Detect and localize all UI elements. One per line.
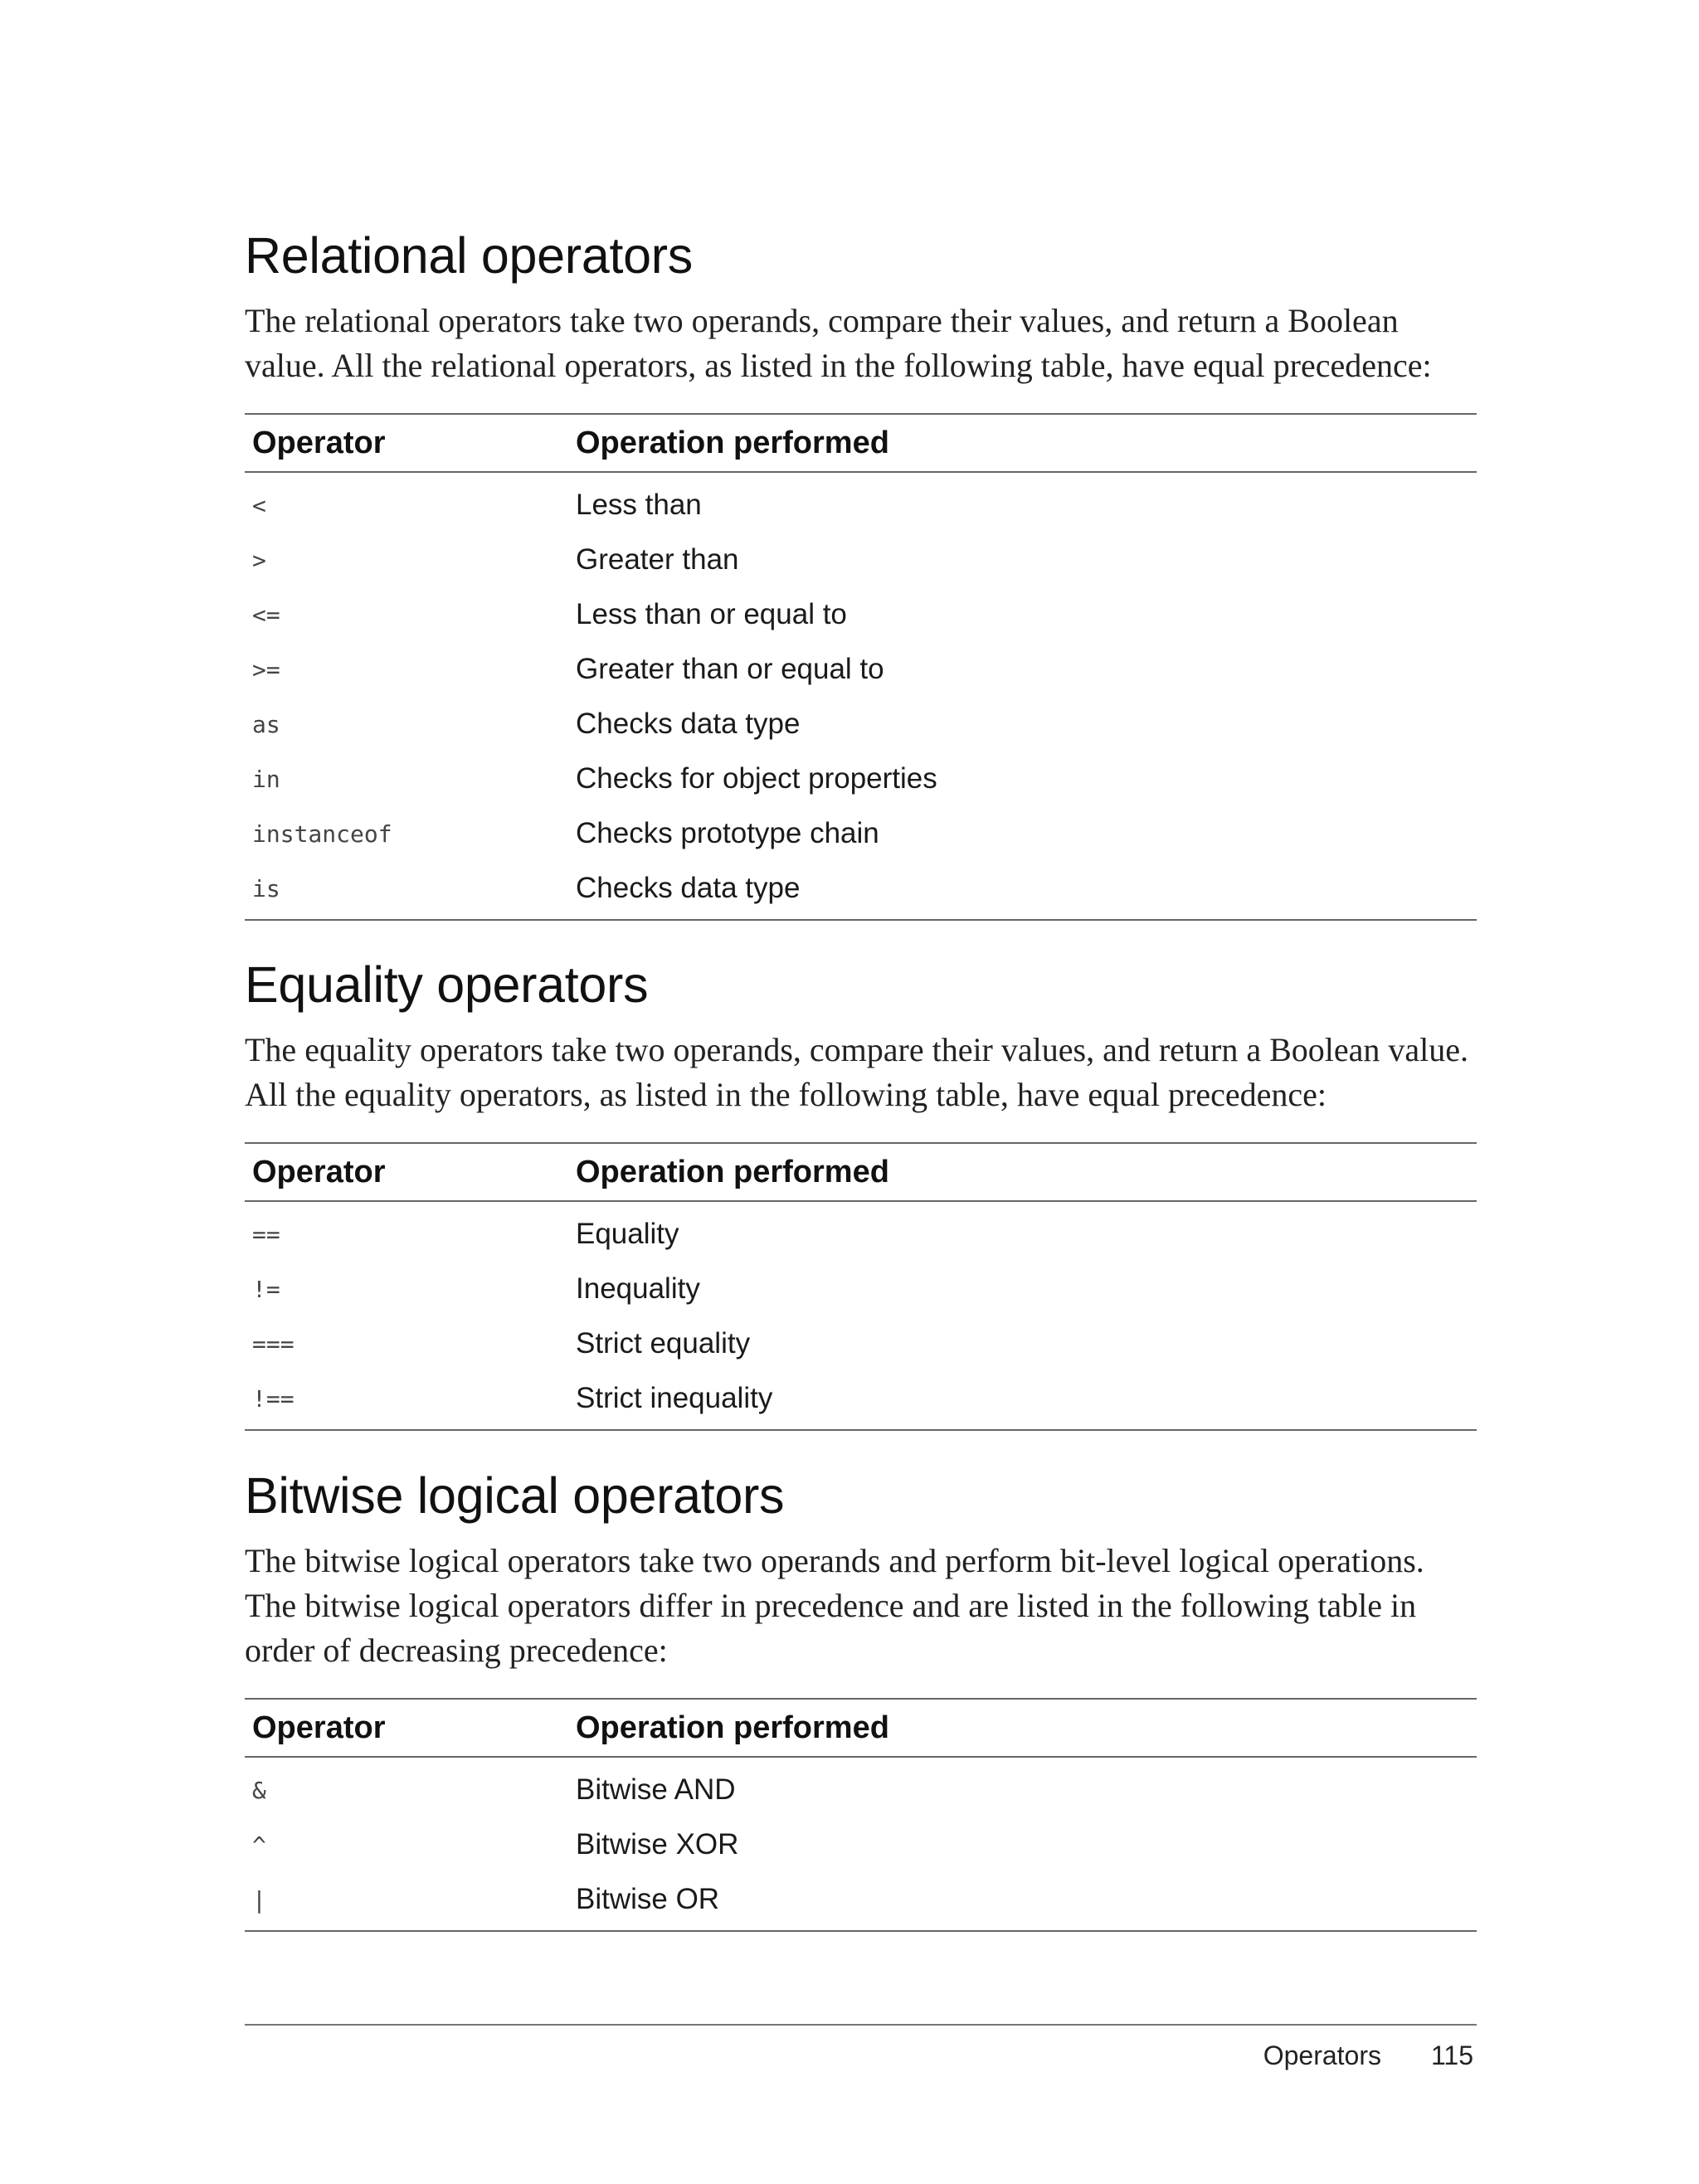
column-header-operation: Operation performed xyxy=(576,1710,889,1745)
operation-cell: Strict inequality xyxy=(576,1382,773,1414)
table-header-row xyxy=(245,1143,1477,1201)
operator-cell: instanceof xyxy=(252,820,392,848)
operator-cell: != xyxy=(252,1275,280,1303)
table-row xyxy=(245,472,1477,533)
operation-cell: Checks data type xyxy=(576,872,801,904)
table-row xyxy=(245,587,1477,642)
operation-cell: Bitwise XOR xyxy=(576,1828,739,1861)
section-relational-operators xyxy=(245,226,1477,921)
table-row xyxy=(245,1817,1477,1872)
column-header-operation: Operation performed xyxy=(576,1154,889,1189)
section-bitwise-logical-operators xyxy=(245,1466,1477,1932)
operator-cell: < xyxy=(252,491,266,519)
operator-cell: | xyxy=(252,1885,266,1914)
operator-cell: > xyxy=(252,546,266,574)
operator-cell: >= xyxy=(252,655,280,683)
table-row xyxy=(245,642,1477,697)
operator-cell: == xyxy=(252,1220,280,1248)
section-intro: The relational operators take two operands, compare their values, and return a Boolean value. All the relational operators, as listed in the following table, have equal precedence: xyxy=(245,302,1432,384)
operation-cell: Greater than or equal to xyxy=(576,653,884,685)
table-header-row xyxy=(245,414,1477,472)
table-row xyxy=(245,1201,1477,1262)
operation-cell: Less than or equal to xyxy=(576,598,847,630)
column-header-operator: Operator xyxy=(252,1154,386,1189)
footer-chapter-title: Operators xyxy=(1263,2041,1381,2070)
operation-cell: Greater than xyxy=(576,543,739,576)
table-row xyxy=(245,1757,1477,1817)
operator-cell: === xyxy=(252,1330,295,1358)
operator-cell: in xyxy=(252,765,280,793)
column-header-operator: Operator xyxy=(252,425,386,460)
operation-cell: Checks for object properties xyxy=(576,762,937,795)
table-header-row xyxy=(245,1699,1477,1757)
operator-table xyxy=(245,1698,1477,1932)
section-equality-operators xyxy=(245,955,1477,1431)
table-row xyxy=(245,1316,1477,1371)
section-title: Bitwise logical operators xyxy=(245,1467,785,1524)
operator-cell: is xyxy=(252,874,280,902)
section-title: Equality operators xyxy=(245,956,649,1013)
operation-cell: Inequality xyxy=(576,1272,700,1305)
table-row xyxy=(245,1371,1477,1430)
table-row xyxy=(245,861,1477,920)
operator-cell: & xyxy=(252,1776,266,1804)
section-intro: The equality operators take two operands, compare their values, and return a Boolean value. All the equality operators, as listed in the following table, have equal precedence: xyxy=(245,1031,1468,1113)
operator-table xyxy=(245,413,1477,921)
operation-cell: Bitwise AND xyxy=(576,1773,736,1806)
operation-cell: Checks prototype chain xyxy=(576,817,879,849)
table-row xyxy=(245,1872,1477,1931)
operation-cell: Bitwise OR xyxy=(576,1883,720,1915)
table-row xyxy=(245,1262,1477,1316)
page-footer xyxy=(245,2024,1477,2071)
table-row xyxy=(245,806,1477,861)
operator-table xyxy=(245,1142,1477,1431)
section-title: Relational operators xyxy=(245,227,693,284)
table-row xyxy=(245,752,1477,806)
operation-cell: Less than xyxy=(576,489,702,521)
operation-cell: Equality xyxy=(576,1218,679,1250)
operator-cell: <= xyxy=(252,601,280,629)
column-header-operation: Operation performed xyxy=(576,425,889,460)
table-row xyxy=(245,533,1477,587)
operator-cell: ^ xyxy=(252,1831,266,1859)
operator-cell: !== xyxy=(252,1384,295,1413)
operation-cell: Strict equality xyxy=(576,1327,751,1360)
operator-cell: as xyxy=(252,710,280,738)
page-number: 115 xyxy=(1430,2041,1473,2070)
operation-cell: Checks data type xyxy=(576,708,801,740)
table-row xyxy=(245,697,1477,752)
section-intro: The bitwise logical operators take two operands and perform bit-level logical operations. The bitwise logical operators differ in precedence and are listed in the following table in order of decreasing precedence: xyxy=(245,1542,1424,1669)
column-header-operator: Operator xyxy=(252,1710,386,1745)
